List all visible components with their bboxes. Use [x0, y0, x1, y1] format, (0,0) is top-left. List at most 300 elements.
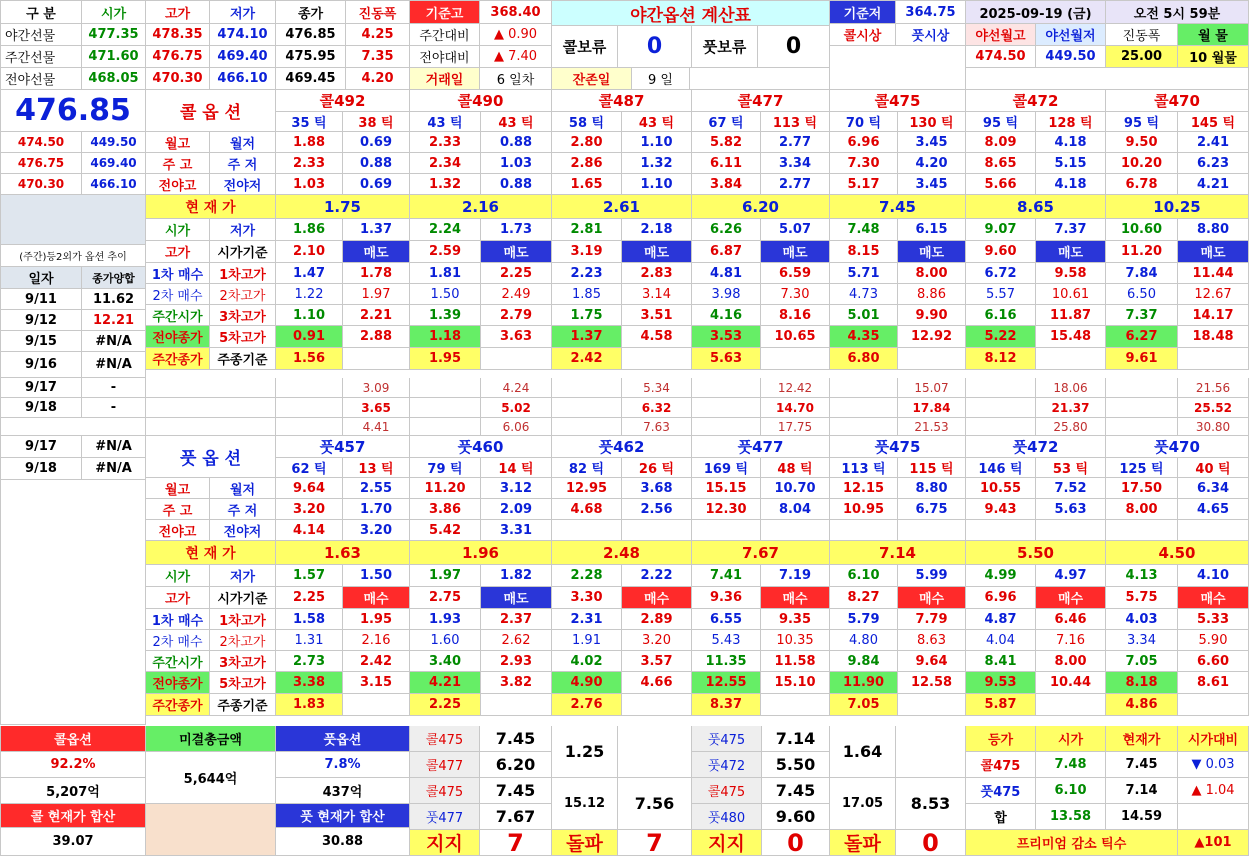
time[interactable]: 오전 5시 59분	[1106, 0, 1249, 24]
strike-value[interactable]: 6.11	[692, 153, 761, 174]
strike-value[interactable]: 8.63	[898, 630, 966, 651]
month-label[interactable]: 월 물	[1178, 24, 1249, 46]
pair-name[interactable]: 풋480	[692, 804, 762, 830]
strike-value[interactable]: 10.44	[1036, 672, 1106, 694]
pair-name[interactable]: 콜475	[692, 778, 762, 804]
strike-value[interactable]: 2.75	[410, 587, 481, 609]
trend-date[interactable]: 9/17	[0, 436, 82, 458]
strike-value[interactable]: 1.37	[552, 326, 622, 348]
call-sum[interactable]: 39.07	[0, 828, 146, 856]
strike-value[interactable]: 12.95	[552, 478, 622, 499]
strike-value[interactable]	[552, 520, 622, 541]
strike-value[interactable]: 5.82	[692, 132, 761, 153]
tick-count[interactable]: 169 틱	[692, 458, 761, 478]
strike-value[interactable]: 2.76	[552, 694, 622, 716]
row-label[interactable]: 1차 매수	[146, 609, 210, 630]
strike-value[interactable]: 3.51	[622, 305, 692, 326]
trend-sum[interactable]: 11.62	[82, 289, 146, 310]
strike-value[interactable]: 2.16	[343, 630, 410, 651]
strike-value[interactable]	[1036, 520, 1106, 541]
blank[interactable]	[830, 418, 898, 436]
strike-value[interactable]: 0.69	[343, 174, 410, 195]
row-label[interactable]: 5차고가	[210, 672, 276, 694]
strike-value[interactable]: 9.90	[898, 305, 966, 326]
row-label[interactable]: 전야저	[210, 520, 276, 541]
strike-value[interactable]: 7.52	[1036, 478, 1106, 499]
tick-count[interactable]: 62 틱	[276, 458, 343, 478]
strike-value[interactable]: 4.03	[1106, 609, 1178, 630]
signal-badge[interactable]: 매도	[898, 241, 966, 263]
strike-value[interactable]: 3.14	[622, 284, 692, 305]
strike-value[interactable]	[966, 520, 1036, 541]
projection[interactable]: 30.80	[1178, 418, 1249, 436]
strike-value[interactable]: 5.33	[1178, 609, 1249, 630]
blank[interactable]	[692, 378, 761, 398]
sum-head[interactable]: 종가양합	[82, 267, 146, 289]
strike-value[interactable]: 1.95	[410, 348, 481, 370]
tick-count[interactable]: 43 틱	[410, 112, 481, 132]
signal-badge[interactable]: 매도	[481, 241, 552, 263]
current-value[interactable]: 1.63	[276, 541, 410, 565]
strike-value[interactable]: 1.85	[552, 284, 622, 305]
strike-value[interactable]: 7.05	[830, 694, 898, 716]
strike-value[interactable]: 4.14	[276, 520, 343, 541]
put-strike-name[interactable]: 풋460	[410, 436, 552, 458]
header-label[interactable]: 전야선물	[0, 68, 82, 90]
strike-value[interactable]: 4.65	[1178, 499, 1249, 520]
header-high[interactable]: 478.35	[146, 24, 210, 46]
strike-value[interactable]: 2.34	[410, 153, 481, 174]
mini-head[interactable]: 시가	[1036, 726, 1106, 752]
strike-value[interactable]: 12.58	[898, 672, 966, 694]
support-label[interactable]: 지지	[410, 830, 480, 856]
strike-value[interactable]	[1106, 520, 1178, 541]
trade-day[interactable]: 6 일차	[480, 68, 552, 90]
strike-value[interactable]: 11.35	[692, 651, 761, 672]
put-hold[interactable]: 0	[758, 26, 830, 68]
put-hold-label[interactable]: 풋보류	[692, 26, 758, 68]
strike-value[interactable]: 3.40	[410, 651, 481, 672]
strike-value[interactable]: 2.25	[410, 694, 481, 716]
strike-value[interactable]: 12.30	[692, 499, 761, 520]
row-label[interactable]: 전야고	[146, 520, 210, 541]
tick-count[interactable]: 40 틱	[1178, 458, 1249, 478]
strike-value[interactable]: 2.42	[343, 651, 410, 672]
strike-value[interactable]: 6.60	[1178, 651, 1249, 672]
strike-value[interactable]	[343, 348, 410, 370]
strike-value[interactable]: 4.04	[966, 630, 1036, 651]
current-value[interactable]: 8.65	[966, 195, 1106, 219]
strike-value[interactable]: 10.61	[1036, 284, 1106, 305]
strike-value[interactable]: 8.37	[692, 694, 761, 716]
projection[interactable]: 5.02	[481, 398, 552, 418]
strike-value[interactable]: 6.78	[1106, 174, 1178, 195]
current-value[interactable]: 2.61	[552, 195, 692, 219]
strike-value[interactable]: 2.24	[410, 219, 481, 241]
pair-value[interactable]: 7.67	[480, 804, 552, 830]
current-value[interactable]: 7.45	[830, 195, 966, 219]
strike-value[interactable]: 0.88	[481, 174, 552, 195]
strike-value[interactable]	[343, 694, 410, 716]
call-strike-name[interactable]: 콜490	[410, 90, 552, 112]
header-high[interactable]: 476.75	[146, 46, 210, 68]
tick-count[interactable]: 125 틱	[1106, 458, 1178, 478]
current-value[interactable]: 10.25	[1106, 195, 1249, 219]
strike-value[interactable]: 4.66	[622, 672, 692, 694]
mini-head[interactable]: 등가	[966, 726, 1036, 752]
mini-head[interactable]: 현재가	[1106, 726, 1178, 752]
strike-value[interactable]	[622, 694, 692, 716]
strike-value[interactable]	[692, 520, 761, 541]
put-pct[interactable]: 7.8%	[276, 752, 410, 778]
blank[interactable]	[618, 726, 692, 778]
strike-value[interactable]: 1.31	[276, 630, 343, 651]
strike-value[interactable]: 9.64	[276, 478, 343, 499]
row-label[interactable]: 주 고	[146, 499, 210, 520]
signal-badge[interactable]: 매도	[1036, 241, 1106, 263]
strike-value[interactable]: 9.64	[898, 651, 966, 672]
strike-value[interactable]: 1.91	[552, 630, 622, 651]
strike-value[interactable]: 2.31	[552, 609, 622, 630]
strike-value[interactable]	[481, 694, 552, 716]
strike-value[interactable]: 2.25	[481, 263, 552, 284]
pair-value[interactable]: 7.45	[480, 778, 552, 804]
strike-value[interactable]: 1.86	[276, 219, 343, 241]
night-month-high[interactable]: 474.50	[966, 46, 1036, 68]
trend-sum[interactable]: #N/A	[82, 458, 146, 480]
projection[interactable]: 21.53	[898, 418, 966, 436]
strike-value[interactable]: 0.69	[343, 132, 410, 153]
row-label[interactable]: 시가	[146, 565, 210, 587]
header-col-5[interactable]: 진동폭	[346, 0, 410, 24]
break-value[interactable]: 0	[896, 830, 966, 856]
header-col-3[interactable]: 저가	[210, 0, 276, 24]
row-label[interactable]: 주 고	[146, 153, 210, 174]
row-label[interactable]: 5차고가	[210, 326, 276, 348]
call-label[interactable]: 콜옵션	[0, 726, 146, 752]
blank[interactable]	[0, 480, 146, 725]
strike-value[interactable]: 12.92	[898, 326, 966, 348]
strike-value[interactable]: 5.15	[1036, 153, 1106, 174]
current-value[interactable]: 2.48	[552, 541, 692, 565]
blank[interactable]	[692, 398, 761, 418]
strike-value[interactable]: 2.23	[552, 263, 622, 284]
blank[interactable]	[896, 726, 966, 778]
row-label[interactable]: 전야종가	[146, 326, 210, 348]
signal-badge[interactable]: 매수	[1178, 587, 1249, 609]
strike-value[interactable]: 2.79	[481, 305, 552, 326]
strike-value[interactable]: 3.63	[481, 326, 552, 348]
mini-cell[interactable]: 7.14	[1106, 778, 1178, 804]
trade-day-label[interactable]: 거래일	[410, 68, 480, 90]
strike-value[interactable]: 5.87	[966, 694, 1036, 716]
strike-value[interactable]: 3.19	[552, 241, 622, 263]
blank[interactable]	[966, 398, 1036, 418]
tick-count[interactable]: 43 틱	[622, 112, 692, 132]
strike-value[interactable]: 3.53	[692, 326, 761, 348]
trend-sum[interactable]: -	[82, 398, 146, 418]
tick-count[interactable]: 113 틱	[830, 458, 898, 478]
strike-value[interactable]: 1.58	[276, 609, 343, 630]
put-strike-name[interactable]: 풋470	[1106, 436, 1249, 458]
strike-value[interactable]: 2.25	[276, 587, 343, 609]
mid-value[interactable]: 1.64	[830, 726, 896, 778]
strike-value[interactable]: 2.59	[410, 241, 481, 263]
tick-count[interactable]: 48 틱	[761, 458, 830, 478]
row-label[interactable]: 저가	[210, 219, 276, 241]
strike-value[interactable]: 5.75	[1106, 587, 1178, 609]
row-label[interactable]: 2차고가	[210, 630, 276, 651]
open-int[interactable]: 5,644억	[146, 752, 276, 804]
strike-value[interactable]: 6.96	[966, 587, 1036, 609]
current-value[interactable]: 1.75	[276, 195, 410, 219]
pair-value[interactable]: 7.45	[762, 778, 830, 804]
strike-value[interactable]: 3.82	[481, 672, 552, 694]
row-label[interactable]: 월고	[146, 132, 210, 153]
strike-value[interactable]: 8.15	[830, 241, 898, 263]
current-value[interactable]: 2.16	[410, 195, 552, 219]
strike-value[interactable]: 2.73	[276, 651, 343, 672]
strike-value[interactable]: 5.79	[830, 609, 898, 630]
strike-value[interactable]: 9.50	[1106, 132, 1178, 153]
strike-value[interactable]: 2.10	[276, 241, 343, 263]
projection[interactable]: 3.09	[343, 378, 410, 398]
row-label[interactable]: 주간시가	[146, 651, 210, 672]
header-col-2[interactable]: 고가	[146, 0, 210, 24]
header-open[interactable]: 477.35	[82, 24, 146, 46]
trend-sum[interactable]: #N/A	[82, 352, 146, 378]
strike-value[interactable]: 5.90	[1178, 630, 1249, 651]
row-label[interactable]: 시가기준	[210, 587, 276, 609]
strike-value[interactable]: 2.33	[276, 153, 343, 174]
strike-value[interactable]: 5.01	[830, 305, 898, 326]
strike-value[interactable]: 4.21	[410, 672, 481, 694]
put-strike-name[interactable]: 풋457	[276, 436, 410, 458]
strike-value[interactable]: 9.35	[761, 609, 830, 630]
row-label[interactable]: 2차고가	[210, 284, 276, 305]
range-value[interactable]: 25.00	[1106, 46, 1178, 68]
call-sum-label[interactable]: 콜 현재가 합산	[0, 804, 146, 828]
strike-value[interactable]: 1.50	[343, 565, 410, 587]
row-label[interactable]: 월저	[210, 132, 276, 153]
support-value[interactable]: 0	[762, 830, 830, 856]
strike-value[interactable]: 1.10	[622, 132, 692, 153]
trend-date[interactable]: 9/12	[0, 310, 82, 331]
strike-value[interactable]: 8.65	[966, 153, 1036, 174]
strike-value[interactable]: 1.37	[343, 219, 410, 241]
current-price[interactable]: 476.85	[0, 90, 146, 132]
row-label[interactable]: 1차고가	[210, 263, 276, 284]
put-section-label[interactable]: 풋 옵 션	[146, 436, 276, 478]
header-open[interactable]: 471.60	[82, 46, 146, 68]
strike-value[interactable]: 3.20	[343, 520, 410, 541]
strike-value[interactable]: 4.10	[1178, 565, 1249, 587]
strike-value[interactable]: 4.99	[966, 565, 1036, 587]
strike-value[interactable]: 2.55	[343, 478, 410, 499]
strike-value[interactable]: 2.09	[481, 499, 552, 520]
strike-value[interactable]: 2.18	[622, 219, 692, 241]
row-label[interactable]: 저가	[210, 565, 276, 587]
mini-high[interactable]: 476.75	[0, 153, 82, 174]
current-value[interactable]: 5.50	[966, 541, 1106, 565]
projection[interactable]: 25.52	[1178, 398, 1249, 418]
pair-value[interactable]: 9.60	[762, 804, 830, 830]
strike-value[interactable]: 11.44	[1178, 263, 1249, 284]
put-sum-label[interactable]: 풋 현재가 합산	[276, 804, 410, 828]
strike-value[interactable]: 3.68	[622, 478, 692, 499]
strike-value[interactable]: 1.97	[410, 565, 481, 587]
base-low[interactable]: 364.75	[896, 0, 966, 24]
current-value[interactable]: 7.67	[692, 541, 830, 565]
strike-value[interactable]: 5.99	[898, 565, 966, 587]
blank[interactable]	[552, 418, 622, 436]
signal-badge[interactable]: 매수	[761, 587, 830, 609]
blank[interactable]	[146, 804, 276, 856]
strike-value[interactable]: 2.41	[1178, 132, 1249, 153]
strike-value[interactable]: 4.13	[1106, 565, 1178, 587]
put-strike-name[interactable]: 풋462	[552, 436, 692, 458]
signal-badge[interactable]: 매수	[898, 587, 966, 609]
blank[interactable]	[830, 398, 898, 418]
strike-value[interactable]: 2.21	[343, 305, 410, 326]
strike-value[interactable]: 3.38	[276, 672, 343, 694]
strike-value[interactable]: 7.05	[1106, 651, 1178, 672]
strike-value[interactable]: 6.80	[830, 348, 898, 370]
strike-value[interactable]: 1.10	[622, 174, 692, 195]
tick-count[interactable]: 146 틱	[966, 458, 1036, 478]
call-section-label[interactable]: 콜 옵 션	[146, 90, 276, 132]
tick-count[interactable]: 35 틱	[276, 112, 343, 132]
tick-count[interactable]: 38 틱	[343, 112, 410, 132]
strike-value[interactable]: 3.31	[481, 520, 552, 541]
blank[interactable]	[146, 418, 276, 436]
pair-name[interactable]: 풋477	[410, 804, 480, 830]
strike-value[interactable]: 5.07	[761, 219, 830, 241]
strike-value[interactable]: 15.15	[692, 478, 761, 499]
strike-value[interactable]: 0.91	[276, 326, 343, 348]
put-high-label[interactable]: 풋시상	[896, 24, 966, 46]
strike-value[interactable]: 1.93	[410, 609, 481, 630]
strike-value[interactable]: 8.00	[1036, 651, 1106, 672]
tick-count[interactable]: 13 틱	[343, 458, 410, 478]
tick-count[interactable]: 43 틱	[481, 112, 552, 132]
mini-low[interactable]: 466.10	[82, 174, 146, 195]
strike-value[interactable]: 4.90	[552, 672, 622, 694]
night-change-label[interactable]: 전야대비	[410, 46, 480, 68]
strike-value[interactable]: 1.65	[552, 174, 622, 195]
range-label[interactable]: 진동폭	[1106, 24, 1178, 46]
strike-value[interactable]: 4.18	[1036, 132, 1106, 153]
strike-value[interactable]: 15.10	[761, 672, 830, 694]
strike-value[interactable]: 8.16	[761, 305, 830, 326]
strike-value[interactable]	[1178, 520, 1249, 541]
strike-value[interactable]: 1.57	[276, 565, 343, 587]
strike-value[interactable]: 2.37	[481, 609, 552, 630]
strike-value[interactable]	[1178, 348, 1249, 370]
strike-value[interactable]: 1.82	[481, 565, 552, 587]
support-label[interactable]: 지지	[692, 830, 762, 856]
trend-date[interactable]: 9/11	[0, 289, 82, 310]
tick-count[interactable]: 130 틱	[898, 112, 966, 132]
put-label[interactable]: 풋옵션	[276, 726, 410, 752]
row-label[interactable]: 고가	[146, 587, 210, 609]
row-label[interactable]: 2차 매수	[146, 630, 210, 651]
strike-value[interactable]: 3.86	[410, 499, 481, 520]
current-value[interactable]: 7.14	[830, 541, 966, 565]
strike-value[interactable]: 7.30	[830, 153, 898, 174]
mid-value[interactable]: 15.12	[552, 778, 618, 830]
trend-sum[interactable]: #N/A	[82, 436, 146, 458]
pair-value[interactable]: 6.20	[480, 752, 552, 778]
strike-value[interactable]: 11.90	[830, 672, 898, 694]
strike-value[interactable]: 6.10	[830, 565, 898, 587]
blank[interactable]	[0, 195, 146, 245]
strike-value[interactable]: 1.88	[276, 132, 343, 153]
current-label[interactable]: 현 재 가	[146, 541, 276, 565]
projection[interactable]: 21.37	[1036, 398, 1106, 418]
row-label[interactable]: 주종기준	[210, 348, 276, 370]
row-label[interactable]: 주 저	[210, 499, 276, 520]
break-label[interactable]: 돌파	[552, 830, 618, 856]
strike-value[interactable]: 11.20	[1106, 241, 1178, 263]
strike-value[interactable]: 4.35	[830, 326, 898, 348]
mini-cell[interactable]: ▲ 1.04	[1178, 778, 1249, 804]
strike-value[interactable]: 3.20	[276, 499, 343, 520]
header-low[interactable]: 466.10	[210, 68, 276, 90]
strike-value[interactable]: 0.88	[481, 132, 552, 153]
strike-value[interactable]: 7.19	[761, 565, 830, 587]
strike-value[interactable]: 2.77	[761, 132, 830, 153]
header-label[interactable]: 주간선물	[0, 46, 82, 68]
signal-badge[interactable]: 매도	[761, 241, 830, 263]
trend-sum[interactable]: #N/A	[82, 331, 146, 352]
strike-value[interactable]: 17.50	[1106, 478, 1178, 499]
row-label[interactable]: 2차 매수	[146, 284, 210, 305]
strike-value[interactable]: 5.71	[830, 263, 898, 284]
header-close[interactable]: 476.85	[276, 24, 346, 46]
header-range[interactable]: 4.20	[346, 68, 410, 90]
strike-value[interactable]: 10.95	[830, 499, 898, 520]
pair-name[interactable]: 풋472	[692, 752, 762, 778]
tick-count[interactable]: 58 틱	[552, 112, 622, 132]
strike-value[interactable]: 8.18	[1106, 672, 1178, 694]
current-value[interactable]: 4.50	[1106, 541, 1249, 565]
mini-cell[interactable]: 콜475	[966, 752, 1036, 778]
strike-value[interactable]: 9.36	[692, 587, 761, 609]
strike-value[interactable]: 2.93	[481, 651, 552, 672]
strike-value[interactable]: 18.48	[1178, 326, 1249, 348]
header-low[interactable]: 469.40	[210, 46, 276, 68]
strike-value[interactable]: 5.63	[692, 348, 761, 370]
trend-date[interactable]: 9/18	[0, 458, 82, 480]
strike-value[interactable]: 3.34	[761, 153, 830, 174]
strike-value[interactable]: 3.30	[552, 587, 622, 609]
put-sum[interactable]: 30.88	[276, 828, 410, 856]
remain-day-label[interactable]: 잔존일	[552, 68, 632, 90]
pair-name[interactable]: 풋475	[692, 726, 762, 752]
blank[interactable]	[0, 418, 146, 436]
strike-value[interactable]: 6.87	[692, 241, 761, 263]
strike-value[interactable]: 10.65	[761, 326, 830, 348]
row-label[interactable]: 전야저	[210, 174, 276, 195]
signal-badge[interactable]: 매수	[622, 587, 692, 609]
strike-value[interactable]: 10.55	[966, 478, 1036, 499]
strike-value[interactable]: 7.84	[1106, 263, 1178, 284]
strike-value[interactable]: 1.56	[276, 348, 343, 370]
night-change[interactable]: ▲ 7.40	[480, 46, 552, 68]
premium-value[interactable]: ▲101	[1178, 830, 1249, 856]
day-change-label[interactable]: 주간대비	[410, 24, 480, 46]
